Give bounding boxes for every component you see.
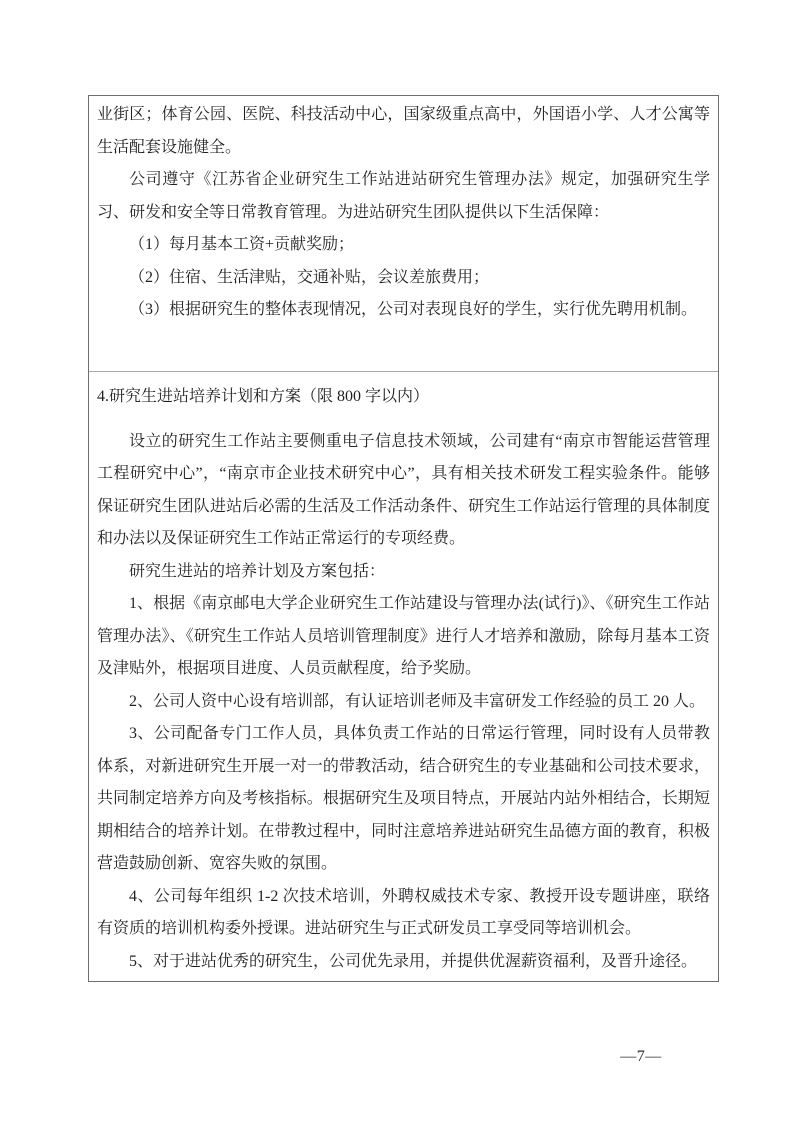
page-number: —7— (620, 1048, 662, 1065)
paragraph-company-policy: 公司遵守《江苏省企业研究生工作站进站研究生管理办法》规定，加强研究生学习、研发和安全等日常教育管理。为进站研究生团队提供以下生活保障： (97, 171, 710, 221)
list-item-plan-5: 5、对于进站优秀的研究生，公司优先录用，并提供优渥薪资福利，及晋升途径。 (129, 952, 698, 970)
form-table (88, 95, 719, 982)
list-item-plan-4: 4、公司每年组织 1-2 次技术培训，外聘权威技术专家、教授开设专题讲座，联络有资质的培训机构委外授课。进站研究生与正式研发员工享受同等培训机会。 (97, 887, 710, 937)
section-living-support-cell (89, 96, 718, 372)
list-item-benefit-2: （2）住宿、生活津贴，交通补贴，会议差旅费用； (129, 268, 490, 286)
section-heading-training-plan: 4.研究生进站培养计划和方案（限 800 字以内） (97, 388, 430, 405)
list-item-plan-2: 2、公司人资中心设有培训部，有认证培训老师及丰富研发工作经验的员工 20 人。 (129, 692, 706, 710)
paragraph-workstation-overview: 设立的研究生工作站主要侧重电子信息技术领域，公司建有“南京市智能运营管理工程研究中心”，“南京市企业技术研究中心”，具有相关技术研发工程实验条件。能够保证研究生团队进站后必需的生活及工作活动条件、研究生工作站运行管理的具体制度和办法以及保证研究生工作站正常运行的专项经费。 (97, 432, 710, 547)
list-item-benefit-3: （3）根据研究生的整体表现情况，公司对表现良好的学生，实行优先聘用机制。 (129, 301, 698, 318)
paragraph-plan-intro: 研究生进站的培养计划及方案包括： (129, 562, 386, 580)
list-item-plan-3: 3、公司配备专门工作人员，具体负责工作站的日常运行管理，同时设有人员带教体系，对新进研究生开展一对一的带教活动，结合研究生的专业基础和公司技术要求，共同制定培养方向及考核指标。根据研究生及项目特点，开展站内站外相结合，长期短期相结合的培养计划。在带教过程中，同时注意培养进站研究生品德方面的教育，积极营造鼓励创新、宽容失败的氛围。 (97, 725, 710, 872)
list-item-plan-1: 1、根据《南京邮电大学企业研究生工作站建设与管理办法(试行)》、《研究生工作站管理办法》、《研究生工作站人员培训管理制度》进行人才培养和激励，除每月基本工资及津贴外，根据项目进度、人员贡献程度，给予奖励。 (97, 595, 710, 677)
section-training-plan-cell (89, 372, 718, 981)
list-item-benefit-1: （1）每月基本工资+贡献奖励； (129, 236, 355, 253)
paragraph-continued-text: 业街区；体育公园、医院、科技活动中心，国家级重点高中，外国语小学、人才公寓等生活配套设施健全。 (97, 106, 710, 156)
